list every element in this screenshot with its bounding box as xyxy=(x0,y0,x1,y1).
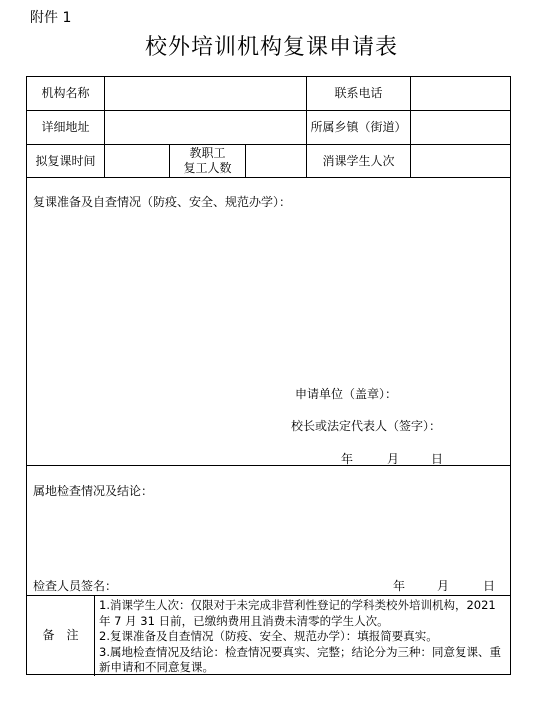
remark-item-3: 3.属地检查情况及结论：检查情况要真实、完整；结论分为三种：同意复课、重新申请和不同意复课。 xyxy=(99,644,501,674)
attachment-label: 附件 1 xyxy=(30,10,72,26)
inspector-sign-label: 检查人员签名： xyxy=(33,579,118,593)
resume-time-field[interactable] xyxy=(105,145,169,177)
principal-sign-label: 校长或法定代表人（签字）： xyxy=(291,419,442,433)
address-label: 详细地址 xyxy=(41,120,90,134)
address-field[interactable] xyxy=(105,111,306,144)
check-date-year: 年 xyxy=(393,579,406,593)
remarks-label: 备 注 xyxy=(42,628,79,642)
phone-field[interactable] xyxy=(411,77,510,110)
township-label: 所属乡镇（街道） xyxy=(310,120,407,134)
remark-item-1: 1.消课学生人次：仅限对于未完成非营利性登记的学科类校外培训机构，2021 年 7 月 31 日前，已缴纳费用且消费未清零的学生人次。 xyxy=(99,598,496,628)
org-name-field[interactable] xyxy=(105,77,306,110)
staff-label-line2: 复工人数 xyxy=(183,161,232,175)
prep-date-month: 月 xyxy=(387,452,400,466)
remarks-notes xyxy=(99,598,509,676)
students-label: 消课学生人次 xyxy=(322,153,395,168)
form-title: 校外培训机构复课申请表 xyxy=(144,35,398,60)
check-date-day: 日 xyxy=(483,579,496,593)
prep-date-year: 年 xyxy=(341,452,354,466)
resume-time-label: 拟复课时间 xyxy=(35,153,96,168)
row-divider xyxy=(27,177,510,178)
township-field[interactable] xyxy=(411,111,510,144)
applicant-unit-label: 申请单位（盖章）： xyxy=(295,387,398,401)
phone-label: 联系电话 xyxy=(334,86,383,100)
org-name-label: 机构名称 xyxy=(41,86,90,100)
application-form-table xyxy=(26,76,511,675)
check-heading: 属地检查情况及结论： xyxy=(33,484,154,498)
staff-count-field[interactable] xyxy=(246,145,306,177)
staff-label-line1: 教职工 xyxy=(189,146,226,160)
remark-item-2: 2.复课准备及自查情况（防疫、安全、规范办学）：填报简要真实。 xyxy=(99,629,438,643)
prep-heading: 复课准备及自查情况（防疫、安全、规范办学）： xyxy=(33,195,292,209)
col-divider xyxy=(94,595,95,676)
prep-date-day: 日 xyxy=(431,452,444,466)
students-field[interactable] xyxy=(411,145,510,177)
staff-count-label xyxy=(170,145,245,177)
row-divider xyxy=(27,595,510,596)
check-date-month: 月 xyxy=(437,579,450,593)
